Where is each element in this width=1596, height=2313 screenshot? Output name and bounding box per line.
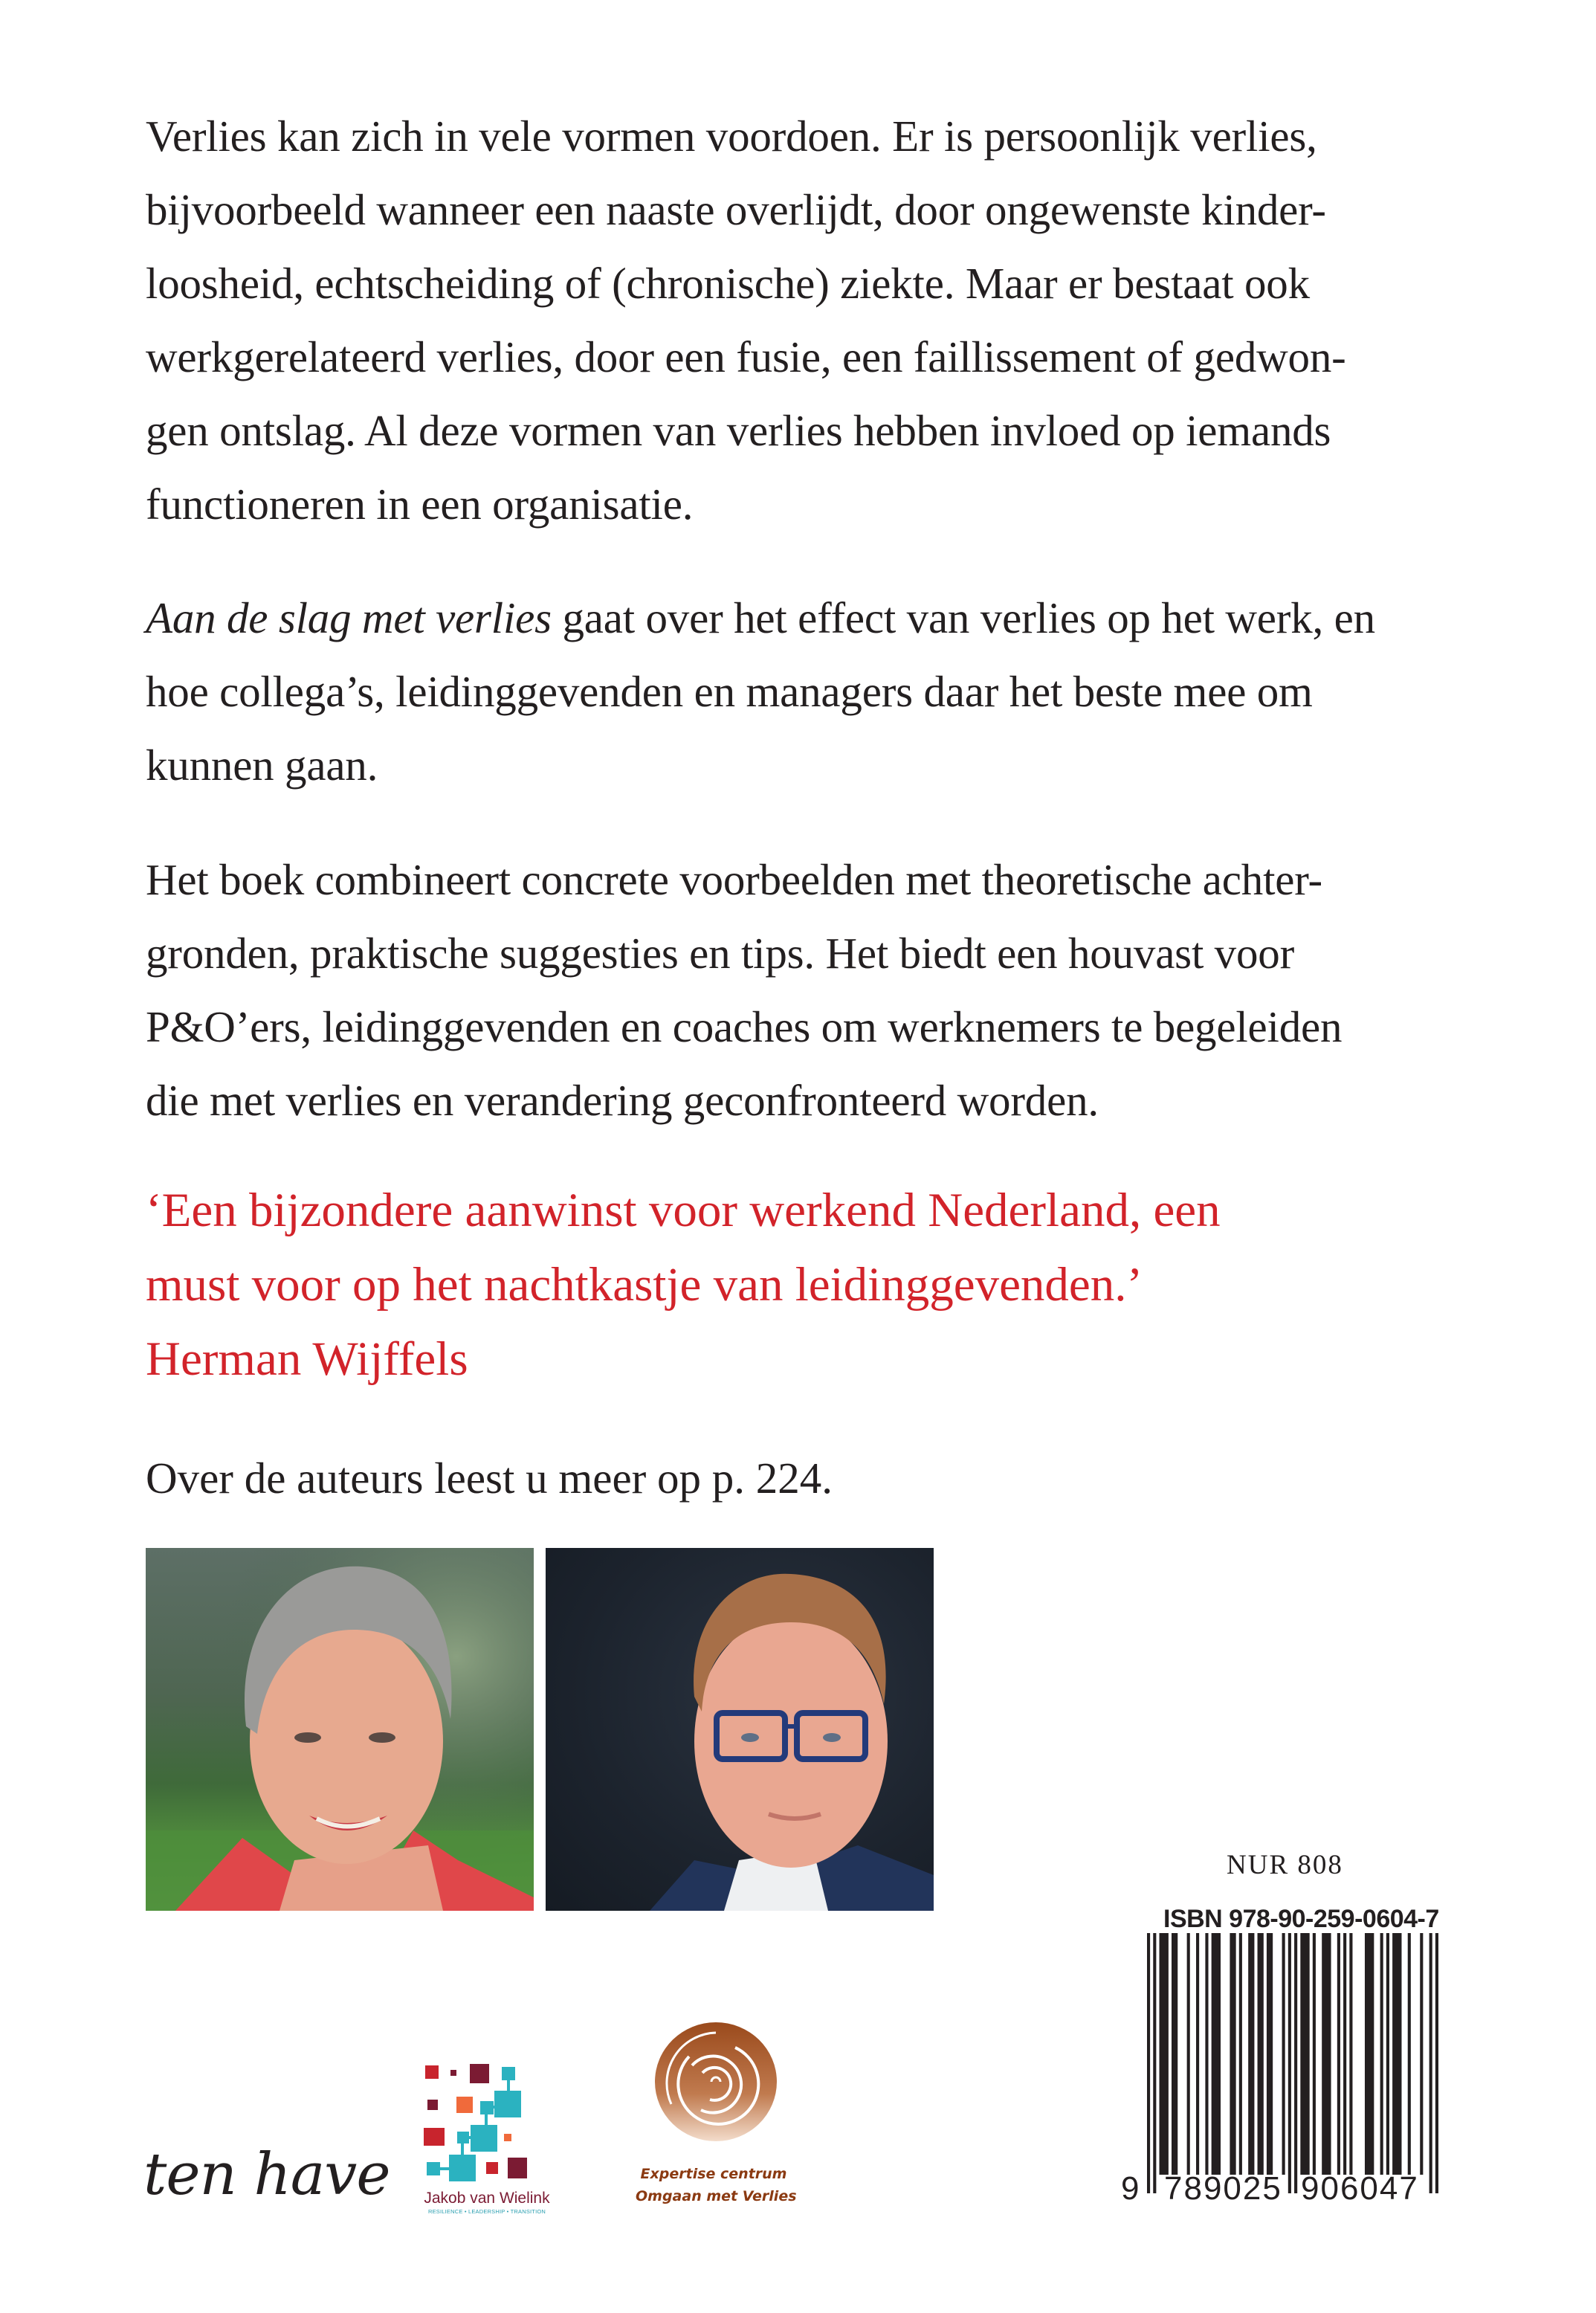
author-photo-1 [146, 1548, 534, 1911]
text-fragment: gaat over het effect van verlies op het werk, en [551, 593, 1375, 642]
isbn-barcode [1115, 1933, 1450, 2216]
barcode-digits-left: 789025 [1164, 2170, 1282, 2207]
spiral-circle-icon [636, 2021, 792, 2147]
barcode-bar [1392, 1933, 1401, 2175]
author-portrait-woman [146, 1548, 534, 1911]
barcode-bar [1313, 1933, 1316, 2175]
barcode-bar [1408, 1933, 1411, 2175]
barcode-bar [1337, 1933, 1340, 2175]
barcode-bar [1153, 1933, 1156, 2193]
barcode-bar [1300, 1933, 1309, 2175]
barcode-bar [1365, 1933, 1374, 2175]
text-line: gen ontslag. Al deze vormen van verlies hebben invloed op iemands [146, 406, 1331, 455]
barcode-bar [1212, 1933, 1221, 2175]
publisher-logo-ten-have: ten have [143, 2141, 390, 2208]
jakob-squares-icon [416, 2059, 558, 2190]
authors-note: Over de auteurs leest u meer op p. 224. [146, 1454, 833, 1503]
text-line: P&O’ers, leidinggevenden en coaches om werknemers te begeleiden [146, 1002, 1343, 1051]
text-line: Verlies kan zich in vele vormen voordoen. Er is persoonlijk verlies, [146, 112, 1317, 161]
text-line: kunnen gaan. [146, 741, 378, 790]
endorsement-quote [146, 1173, 1221, 1396]
description-paragraph-1 [146, 100, 1346, 541]
text-line: gronden, praktische suggesties en tips. Het biedt een houvast voor [146, 929, 1295, 978]
expertise-line-2: Omgaan met Verlies [636, 2188, 797, 2204]
barcode-bars [1147, 1933, 1438, 2193]
barcode-bar [1322, 1933, 1331, 2175]
barcode-bar [1267, 1933, 1273, 2175]
barcode-digits-right: 906047 [1301, 2170, 1419, 2207]
jakob-name: Jakob van Wielink [424, 2190, 550, 2207]
description-paragraph-3 [146, 843, 1342, 1138]
text-line: hoe collega’s, leidinggevenden en managers daar het beste mee om [146, 667, 1313, 716]
barcode-bar [1288, 1933, 1291, 2193]
author-portrait-man [546, 1548, 934, 1911]
barcode-bar [1172, 1933, 1177, 2175]
barcode-graphic [1115, 1933, 1450, 2216]
barcode-bar [1205, 1933, 1208, 2175]
description-paragraph-2 [146, 581, 1375, 802]
barcode-bar [1239, 1933, 1242, 2175]
barcode-bar [1147, 1933, 1150, 2193]
text-line: werkgerelateerd verlies, door een fusie, een faillissement of gedwon- [146, 332, 1346, 381]
nur-code: NUR 808 [1227, 1850, 1343, 1880]
quote-line: ‘Een bijzondere aanwinst voor werkend Nederland, een [146, 1184, 1221, 1237]
quote-line: must voor op het nachtkastje van leidinggevenden.’ [146, 1258, 1143, 1312]
barcode-bar [1294, 1933, 1297, 2193]
barcode-bar [1248, 1933, 1254, 2175]
barcode-digit-first: 9 [1121, 2170, 1140, 2207]
isbn-text: ISBN 978-90-259-0604-7 [1163, 1905, 1439, 1933]
text-line: functioneren in een organisatie. [146, 480, 694, 529]
barcode-bar [1380, 1933, 1383, 2175]
barcode-bar [1386, 1933, 1389, 2175]
barcode-bar [1258, 1933, 1264, 2175]
book-title: Aan de slag met verlies [146, 593, 552, 642]
text-line: loosheid, echtscheiding of (chronische) ziekte. Maar er bestaat ook [146, 259, 1310, 308]
barcode-bar [1343, 1933, 1346, 2175]
barcode-bar [1187, 1933, 1190, 2175]
barcode-bar [1282, 1933, 1285, 2175]
barcode-bar [1420, 1933, 1423, 2175]
barcode-bar [1160, 1933, 1169, 2175]
text-line [146, 581, 1375, 655]
expertise-line-1: Expertise centrum [640, 2166, 787, 2182]
barcode-bar [1435, 1933, 1438, 2193]
text-line: die met verlies en verandering geconfronteerd worden. [146, 1076, 1099, 1125]
barcode-bar [1349, 1933, 1352, 2175]
jakob-tagline: RESILIENCE • LEADERSHIP • TRANSITION [427, 2208, 546, 2215]
author-photo-2 [546, 1548, 934, 1911]
quote-author: Herman Wijffels [146, 1332, 468, 1386]
text-line: bijvoorbeeld wanneer een naaste overlijdt, door ongewenste kinder- [146, 185, 1326, 234]
barcode-bar [1196, 1933, 1199, 2175]
barcode-bar [1429, 1933, 1432, 2193]
barcode-bar [1230, 1933, 1235, 2175]
text-line: Het boek combineert concrete voorbeelden met theoretische achter- [146, 855, 1322, 904]
jakob-van-wielink-logo [416, 2059, 558, 2223]
expertisecentrum-logo [636, 2021, 797, 2222]
